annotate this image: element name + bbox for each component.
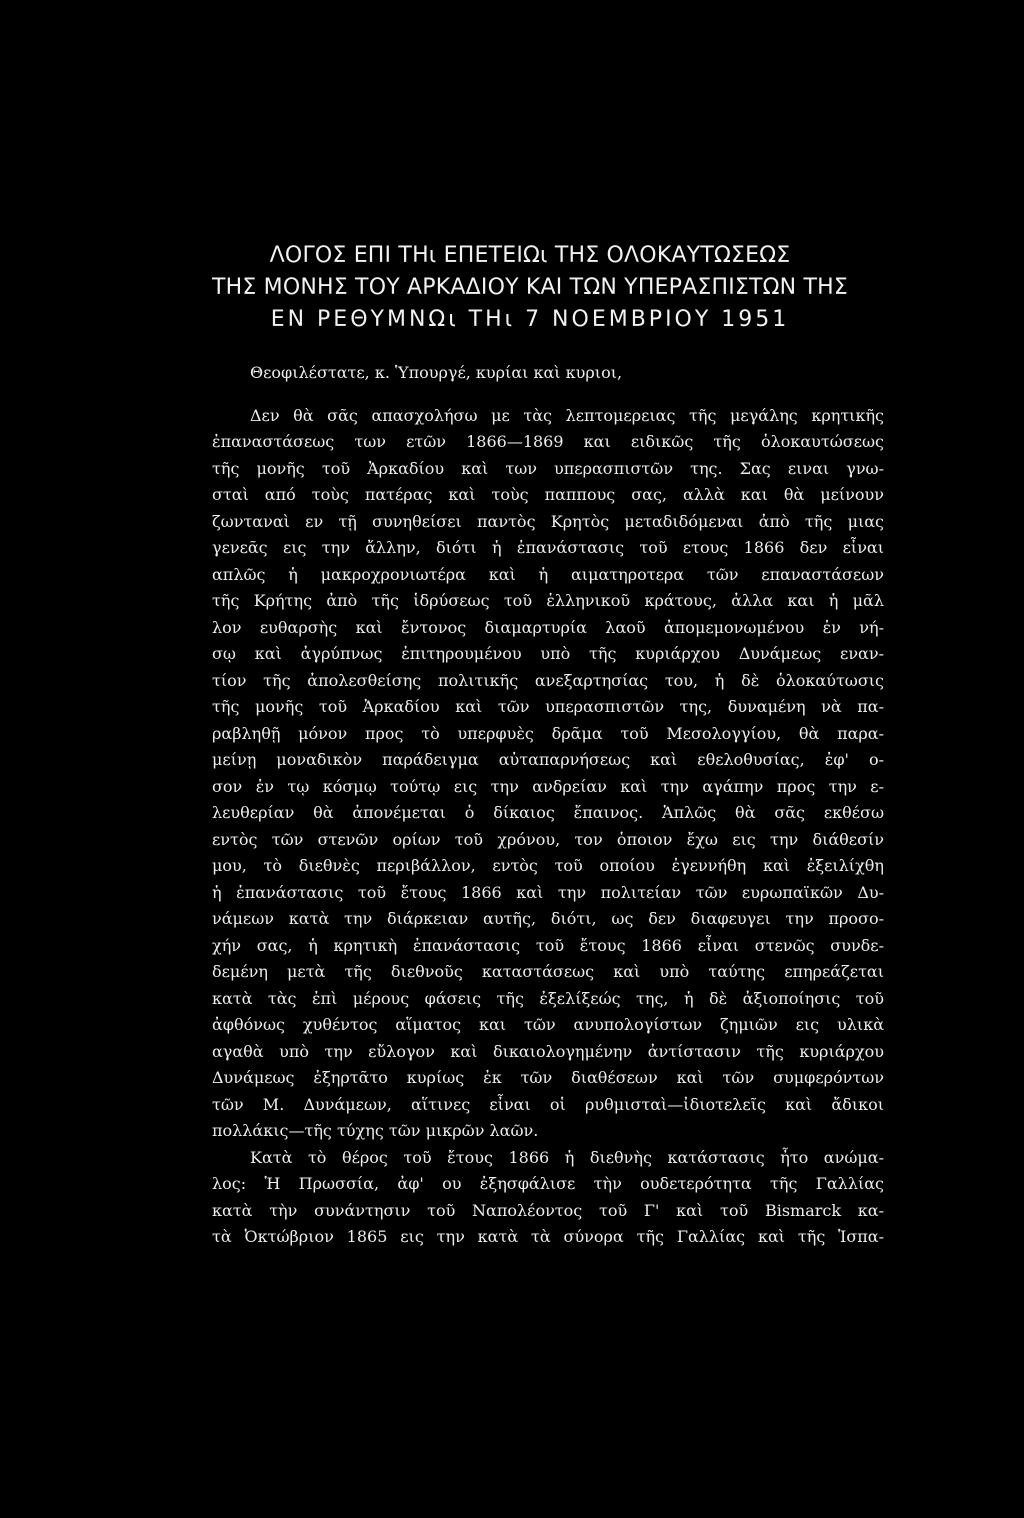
text-line: μου, τὸ διεθνὲς περιβάλλον, εντὸς τοῦ οποίου ἐγεννήθη καὶ ἐξειλίχθη [212, 856, 884, 875]
text-line: κατὰ τὴν συνάντησιν τοῦ Ναπολέοντος τοῦ Γ' καὶ τοῦ Bismarck κα- [212, 1200, 884, 1220]
text-line: ἐπαναστάσεως των ετῶν 1866—1869 και ειδικῶς τῆς ὁλοκαυτώσεως [212, 432, 884, 451]
paragraph-2 [212, 1145, 884, 1251]
title-line-2: ΤΗΣ ΜΟΝΗΣ ΤΟΥ ΑΡΚΑΔΙΟΥ ΚΑΙ ΤΩΝ ΥΠΕΡΑΣΠΙΣΤΩΝ ΤΗΣ [211, 275, 848, 300]
text-line: σταὶ από τοὺς πατέρας καὶ τοὺς παππους σας, αλλὰ και θὰ μείνουν [212, 485, 884, 504]
text-line: ἡ ἐπανάστασις τοῦ ἔτους 1866 καὶ την πολιτείαν τῶν ευρωπαϊκῶν Δυ- [212, 882, 884, 902]
title-line-1: ΛΟΓΟΣ ΕΠΙ ΤΗι ΕΠΕΤΕΙΩι ΤΗΣ ΟΛΟΚΑΥΤΩΣΕΩΣ [269, 243, 791, 268]
text-line: χήν σας, ἡ κρητικὴ ἐπανάστασις τοῦ ἔτους 1866 εἶναι στενῶς συνδε- [212, 935, 884, 955]
speech-body [212, 360, 884, 1251]
text-line: νάμεων κατὰ την διάρκειαν αυτῆς, διότι, ως δεν διαφευγει την προσο- [212, 909, 884, 928]
text-line: σῳ καὶ ἀγρύπνως ἐπιτηρουμένου υπὸ τῆς κυριάρχου Δυνάμεως εναν- [212, 644, 884, 663]
text-line: λευθερίαν θὰ ἀπονέμεται ὁ δίκαιος ἔπαινος. Ἁπλῶς θὰ σᾶς εκθέσω [212, 803, 884, 822]
text-line: ραβληθῇ μόνον προς τὸ υπερφυὲς δρᾶμα τοῦ Μεσολογγίου, θὰ παρα- [212, 723, 884, 743]
paragraph-1 [212, 403, 884, 1145]
text-line: τίον τῆς ἀπολεσθείσης πολιτικῆς ανεξαρτησίας του, ἡ δὲ ὁλοκαύτωσις [212, 670, 884, 690]
text-line: Δυνάμεως ἐξηρτᾶτο κυρίως ἐκ τῶν διαθέσεων καὶ τῶν συμφερόντων [212, 1068, 884, 1087]
speech-title [180, 240, 880, 336]
text-line: τὰ Ὀκτώβριον 1865 εις την κατὰ τὰ σύνορα τῆς Γαλλίας καὶ τῆς Ἱσπα- [212, 1227, 884, 1246]
text-line: ἀφθόνως χυθέντος αἵματος και τῶν ανυπολογίστων ζημιῶν εις υλικὰ [212, 1015, 884, 1034]
text-line: αγαθὰ υπὸ την εὔλογον καὶ δικαιολογημένην ἀντίστασιν τῆς κυριάρχου [212, 1041, 884, 1061]
text-line: Δεν θὰ σᾶς απασχολήσω με τὰς λεπτομερειας τῆς μεγάλης κρητικῆς [250, 405, 884, 425]
text-line: Κατὰ τὸ θέρος τοῦ ἔτους 1866 ἡ διεθνὴς κατάστασις ἦτο ανώμα- [250, 1147, 884, 1167]
text-line: τῆς Κρήτης ἀπὸ τῆς ἱδρύσεως τοῦ ἑλληνικοῦ κράτους, ἀλλα και ἡ μᾶλ [212, 591, 884, 610]
text-line: σον ἐν τῳ κόσμῳ τούτῳ εις την ανδρείαν καὶ την αγάπην προς την ε- [212, 776, 884, 796]
text-line: τῆς μονῆς τοῦ Ἀρκαδίου καὶ των υπερασπιστῶν της. Σας ειναι γνω- [212, 458, 884, 478]
text-line: λον ευθαρσὴς καὶ ἔντονος διαμαρτυρία λαοῦ ἀπομεμονωμένου ἐν νή- [212, 617, 884, 637]
salutation: Θεοφιλέστατε, κ. Ὑπουργέ, κυρίαι καὶ κυριοι, [250, 363, 623, 382]
text-line: τῶν Μ. Δυνάμεων, αἵτινες εἶναι οἱ ρυθμισταὶ—ἰδιοτελεῖς καὶ ἄδικοι [212, 1094, 884, 1114]
text-line: λος: Ἡ Πρωσσία, ἀφ' ου ἐξησφάλισε τὴν ουδετερότητα τῆς Γαλλίας [212, 1174, 884, 1193]
text-line: τῆς μονῆς τοῦ Ἀρκαδίου καὶ τῶν υπερασπιστῶν της, δυναμένη νὰ πα- [212, 697, 884, 716]
text-line: απλῶς ἡ μακροχρονιωτέρα καὶ ἡ αιματηροτερα τῶν επαναστάσεων [212, 564, 884, 584]
text-line: πολλάκις—τῆς τύχης τῶν μικρῶν λαῶν. [212, 1121, 539, 1140]
text-line: δεμένη μετὰ τῆς διεθνοῦς καταστάσεως καὶ υπὸ ταύτης επηρεάζεται [212, 962, 884, 981]
text-line: εντὸς τῶν στενῶν ορίων τοῦ χρόνου, τον ὁποιον ἔχω εις την διάθεσίν [212, 829, 884, 849]
text-line: ζωνταναὶ εν τῇ συνηθείσει παντὸς Κρητὸς μεταδιδόμεναι ἀπὸ τῆς μιας [212, 511, 884, 531]
text-line: κατὰ τὰς ἐπὶ μέρους φάσεις τῆς ἐξελίξεώς της, ἡ δὲ ἀξιοποίησις τοῦ [212, 988, 884, 1008]
title-line-3: ΕΝ ΡΕΘΥΜΝΩι ΤΗι 7 ΝΟΕΜΒΡΙΟΥ 1951 [270, 307, 790, 332]
text-line: γενεᾶς εις την ἄλλην, διότι ἡ ἐπανάστασις τοῦ ετους 1866 δεν εἶναι [212, 538, 884, 557]
text-line: μείνῃ μοναδικὸν παράδειγμα αὐταπαρνήσεως καὶ εθελοθυσίας, ἐφ' ο- [212, 750, 884, 769]
